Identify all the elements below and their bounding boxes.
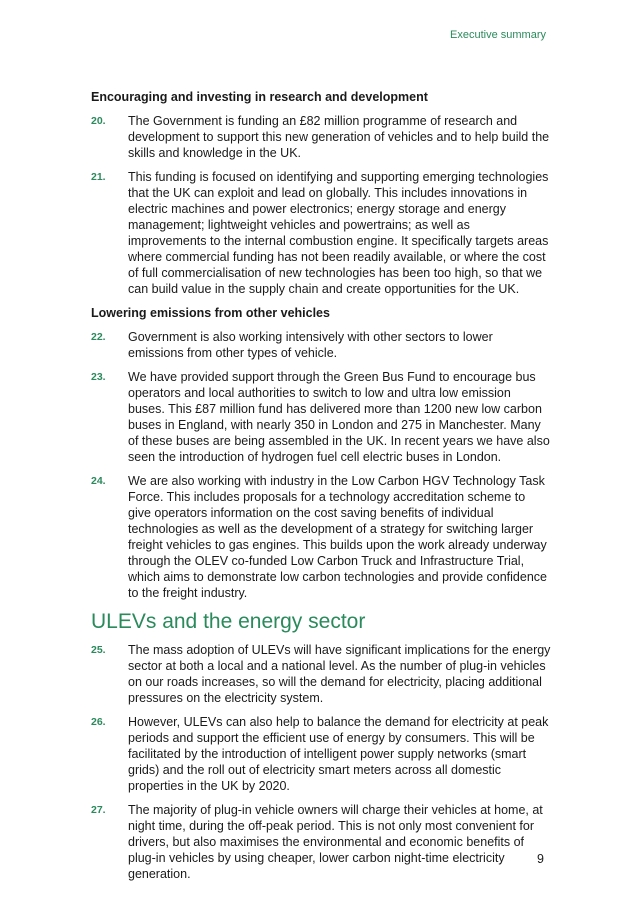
- paragraph-21: [91, 169, 551, 297]
- paragraph-text: However, ULEVs can also help to balance the demand for electricity at peak periods and support the efficient use of energy by consumers. This will be facilitated by the introduction of intelligent power supply networks (smart grids) and the roll out of electricity smart meters across all domestic properties in the UK by 2020.: [128, 715, 549, 793]
- paragraph-number: 21.: [91, 171, 106, 183]
- paragraph-text: The mass adoption of ULEVs will have significant implications for the energy sector at both a local and a national level. As the number of plug-in vehicles on our roads increases, so will the demand for electricity, placing additional pressures on the electricity system.: [128, 643, 551, 705]
- page-content: [91, 89, 551, 890]
- section-subheading-research: Encouraging and investing in research and development: [91, 90, 428, 104]
- paragraph-text: Government is also working intensively with other sectors to lower emissions from other types of vehicle.: [128, 330, 493, 360]
- paragraph-number: 22.: [91, 331, 106, 343]
- paragraph-20: [91, 113, 551, 161]
- paragraph-27: [91, 802, 551, 882]
- paragraph-25: [91, 642, 551, 706]
- paragraph-number: 26.: [91, 716, 106, 728]
- paragraph-number: 20.: [91, 115, 106, 127]
- paragraph-26: [91, 714, 551, 794]
- running-header: Executive summary: [450, 29, 546, 41]
- page-number: 9: [537, 852, 544, 866]
- paragraph-number: 23.: [91, 371, 106, 383]
- paragraph-number: 24.: [91, 475, 106, 487]
- paragraph-text: The majority of plug-in vehicle owners will charge their vehicles at home, at night time, during the off-peak period. This is not only most convenient for drivers, but also maximises the environmental and economic benefits of plug-in vehicles by using cheaper, lower carbon night-time electricity generation.: [128, 803, 543, 881]
- paragraph-24: [91, 473, 551, 601]
- paragraph-23: [91, 369, 551, 465]
- paragraph-22: [91, 329, 551, 361]
- paragraph-text: We are also working with industry in the Low Carbon HGV Technology Task Force. This includes proposals for a technology accreditation scheme to give operators information on the cost saving benefits of individual technologies as well as the development of a strategy for switching larger freight vehicles to gas engines. This builds upon the work already underway through the OLEV co-funded Low Carbon Truck and Infrastructure Trial, which aims to demonstrate low carbon technologies and provide confidence to the freight industry.: [128, 474, 547, 600]
- paragraph-text: We have provided support through the Green Bus Fund to encourage bus operators and local authorities to switch to low and ultra low emission buses. This £87 million fund has delivered more than 1200 new low carbon buses in England, with nearly 350 in London and 275 in Manchester. Many of these buses are being assembled in the UK. In recent years we have also seen the introduction of hydrogen fuel cell electric buses in London.: [128, 370, 550, 464]
- paragraph-text: The Government is funding an £82 million programme of research and development to support this new generation of vehicles and to help build the skills and knowledge in the UK.: [128, 114, 550, 160]
- section-subheading-emissions: Lowering emissions from other vehicles: [91, 306, 330, 320]
- paragraph-number: 27.: [91, 804, 106, 816]
- section-heading-energy: ULEVs and the energy sector: [91, 610, 366, 633]
- paragraph-text: This funding is focused on identifying and supporting emerging technologies that the UK can exploit and lead on globally. This includes innovations in electric machines and power electronics; energy storage and energy management; lightweight vehicles and powertrains; as well as improvements to the internal combustion engine. It specifically targets areas where commercial funding has not been readily available, or where the cost of full commercialisation of new technologies has been too high, so that we can build value in the supply chain and create opportunities for the UK.: [128, 170, 549, 296]
- paragraph-number: 25.: [91, 644, 106, 656]
